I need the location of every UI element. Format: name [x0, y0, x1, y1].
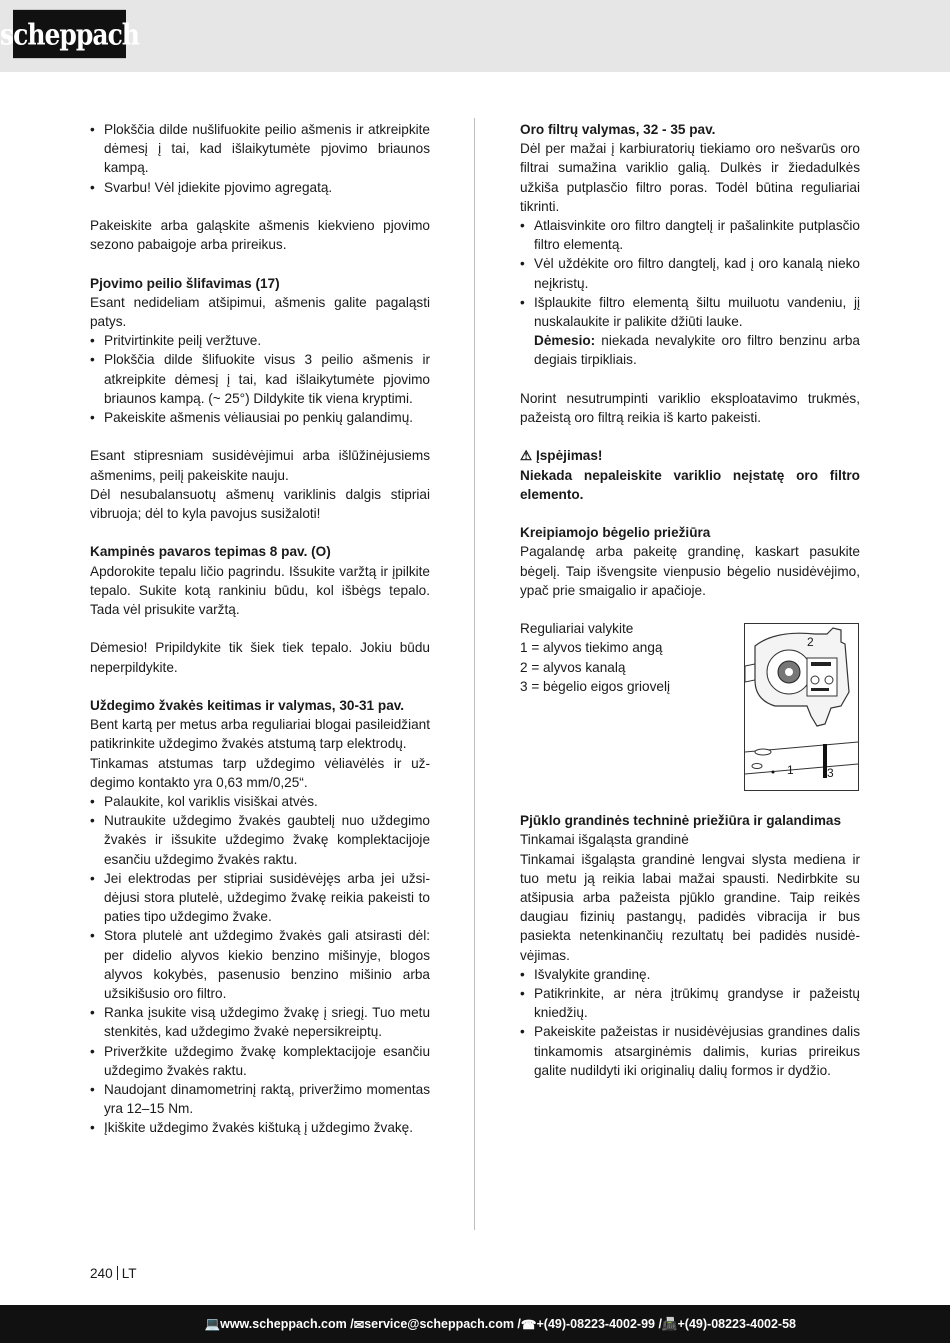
phone-icon: ☎ [520, 1317, 537, 1332]
warning-heading [520, 446, 860, 465]
bullet-list [90, 331, 430, 427]
paragraph: Tinkamai išgaląsta grandinė lengvai slysta mediena ir tuo metu ją reikia labai mažai spausti. Nedirbkite su atšipusia arba pažeista pjūklo grandine. Taip reikės daugiau fizinių pastangų, padidės vibracija ir bus pasiekta netenkinančių rezultatų bei padidės nusidėvėjimas. [520, 851, 860, 963]
caution-label: Dėmesio: [534, 333, 596, 349]
paragraph: Tinkamai išgaląsta grandinė [520, 832, 689, 848]
paragraph: Pakeiskite arba galąskite ašmenis kiekvieno pjovimo sezono pabaigoje arba prireikus. [90, 218, 430, 253]
paragraph: Esant stipresniam susidėvėjimui arba išlūžinėjusiems ašmenims, peilį pakeiskite nauju. [90, 448, 430, 483]
paragraph: Bent kartą per metus arba reguliariai blogai pasileidžiant patikrinkite uždegimo žvakės atstumą tarp elektrodų. [90, 717, 430, 752]
caution-note [520, 331, 860, 369]
list-item: • Stora plutelė ant uždegimo žvakės gali atsirasti dėl: per didelio alyvos kiekio benzino mišinyje, blogos alyvos kokybės, pasenusio benzino mišinio arba užsikišusio oro filtro. [90, 926, 430, 1003]
column-divider [474, 118, 475, 1230]
fax-icon: 📠 [661, 1316, 678, 1331]
section-heading: Kreipiamojo bėgelio priežiūra [520, 525, 711, 541]
cleaning-list-with-figure [520, 619, 860, 781]
list-item: • Įkiškite uždegimo žvakės kištuką į uždegimo žvakę. [90, 1118, 430, 1137]
list-item: • Pakeiskite pažeistas ir nusidėvėjusias grandines dalis tinkamomis atsarginėmis dalimis, kurias prireikus galite nudildyti iki originalių dalių formos ir dydžio. [520, 1022, 860, 1080]
guide-bar-figure [744, 623, 859, 791]
paragraph: Dėl nesubalansuotų ašmenų variklinis dalgis stipriai vibruoja; dėl to kyla pavojus susižaloti! [90, 486, 430, 522]
figure-label-3: 3 [827, 766, 834, 781]
list-item: • Nutraukite uždegimo žvakės gaubtelį nuo uždegimo žvakės ir išsukite uždegimo žvakę komplektacijoje esančiu uždegimo žvakės raktu. [90, 811, 430, 869]
guide-bar-illustration [745, 624, 858, 790]
section-heading: Oro filtrų valymas, 32 - 35 pav. [520, 122, 716, 137]
paragraph: Tinkamas atstumas tarp uždegimo vėliavėlės ir uždegimo kontakto yra 0,63 mm/0,25“. [90, 755, 430, 790]
list-item: • Vėl uždėkite oro filtro dangtelį, kad į oro kanalą nieko neįkristų. [520, 254, 860, 292]
paragraph: Norint nesutrumpinti variklio eksploatavimo trukmės, pažeistą oro filtrą reikia iš karto pakeisti. [520, 390, 860, 426]
list-item: • Jei elektrodas per stipriai susidėvėjęs arba jei užsidėjusi stora plutelė, uždegimo žvakę reikia pakeisti to paties tipo uždegimo žvake. [90, 869, 430, 927]
paragraph: Apdorokite tepalu ličio pagrindu. Išsukite varžtą ir įpilkite tepalo. Sukite kotą rankiniu būdu, kol išbėgs tepalo. Tada vėl prisukite varžtą. [90, 563, 430, 618]
left-column [90, 120, 430, 1138]
language-code: LT [121, 1266, 137, 1281]
list-item: • Pakeiskite ašmenis vėliausiai po penkių galandimų. [90, 408, 430, 427]
paragraph: Esant nedideliam atšipimui, ašmenis galite pagaląsti patys. [90, 294, 430, 329]
warning-text: Niekada nepaleiskite variklio neįstatę oro filtro elemento. [520, 467, 860, 502]
section-heading: Pjūklo grandinės techninė priežiūra ir galandimas [520, 813, 842, 829]
list-item: • Priveržkite uždegimo žvakę komplektacijoje esančiu uždegimo žvakės raktu. [90, 1042, 430, 1080]
fax-number: +(49)-08223-4002-58 [677, 1317, 796, 1331]
paragraph: Dėl per mažai į karbiuratorių tiekiamo oro nešvarūs oro filtrai sumažina variklio galią. Dulkės ir žiedadulkės užkiša putplasčio filtro poras. Todėl būtina reguliariai tikrinti. [520, 141, 860, 214]
list-item: 1 = alyvos tiekimo angą [520, 640, 663, 656]
list-item: 2 = alyvos kanalą [520, 659, 626, 675]
list-item: • Plokščia dilde šlifuokite visus 3 peilio ašmenis ir atkreipkite dėmesį į tai, kad išlaikytumėte pjovimo briaunos kampą. (~ 25°) Dildykite tik viena kryptimi. [90, 350, 430, 408]
page-header [0, 0, 950, 72]
list-item: • Naudojant dinamometrinį raktą, priveržimo momentas yra 12–15 Nm. [90, 1080, 430, 1118]
bullet-list [90, 792, 430, 1138]
right-column [520, 120, 860, 1080]
list-item: • Patikrinkite, ar nėra įtrūkimų grandyse ir pažeistų kniedžių. [520, 984, 860, 1022]
list-item: 3 = bėgelio eigos griovelį [520, 678, 671, 694]
list-item: • Palaukite, kol variklis visiškai atvės. [90, 792, 430, 811]
figure-label-2: 2 [807, 635, 814, 650]
paragraph: Pagalandę arba pakeitę grandinę, kaskart pasukite bėgelį. Taip išvengsite vienpusio bėgelio nusidėvėjimo, ypač prie smaigalio ir apačioje. [520, 544, 860, 598]
warning-icon: ⚠ [520, 448, 533, 464]
section-heading: Pjovimo peilio šlifavimas (17) [90, 275, 280, 291]
list-item: • Išplaukite filtro elementą šiltu muiluotu vandeniu, jį nuskalaukite ir palikite džiūti lauke. [520, 293, 860, 331]
section-heading: Kampinės pavaros tepimas 8 pav. (O) [90, 544, 331, 560]
computer-icon: 💻 [204, 1316, 221, 1331]
paragraph: Dėmesio! Pripildykite tik šiek tiek tepalo. Jokiu būdu neperpildykite. [90, 640, 430, 675]
email-link[interactable]: service@scheppach.com / [364, 1317, 521, 1331]
page-footer [0, 1305, 950, 1343]
warning-title: Įspėjimas! [532, 448, 603, 464]
website-link[interactable]: www.scheppach.com / [220, 1317, 354, 1331]
list-item: • Atlaisvinkite oro filtro dangtelį ir pašalinkite putplasčio filtro elementą. [520, 216, 860, 254]
caution-text: niekada nevalykite oro filtro benzinu arba degiais tirpikliais. [534, 333, 860, 368]
list-item: • Ranka įsukite visą uždegimo žvakę į sriegį. Tuo metu stenkitės, kad uždegimo žvakė nepersikreiptų. [90, 1003, 430, 1041]
section-heading: Uždegimo žvakės keitimas ir valymas, 30-31 pav. [90, 698, 405, 713]
list-item: • Išvalykite grandinę. [520, 965, 860, 984]
list-item: • Pritvirtinkite peilį veržtuve. [90, 331, 430, 350]
list-intro: Reguliariai valykite [520, 621, 634, 637]
mail-icon: ✉ [353, 1317, 365, 1332]
bullet-list [520, 965, 860, 1080]
phone-number: +(49)-08223-4002-99 / [536, 1317, 662, 1331]
page-number-value: 240 [90, 1266, 113, 1281]
bullet-list [520, 216, 860, 331]
list-item: • Plokščia dilde nušlifuokite peilio ašmenis ir atkreipkite dėmesį į tai, kad išlaikytumėte pjovimo briaunos kampą. [90, 120, 430, 178]
list-item: • Svarbu! Vėl įdiekite pjovimo agregatą. [90, 178, 430, 197]
page-number [90, 1266, 137, 1281]
bullet-list [90, 120, 430, 197]
scheppach-logo: scheppach [13, 10, 126, 58]
figure-label-1: 1 [787, 763, 794, 778]
